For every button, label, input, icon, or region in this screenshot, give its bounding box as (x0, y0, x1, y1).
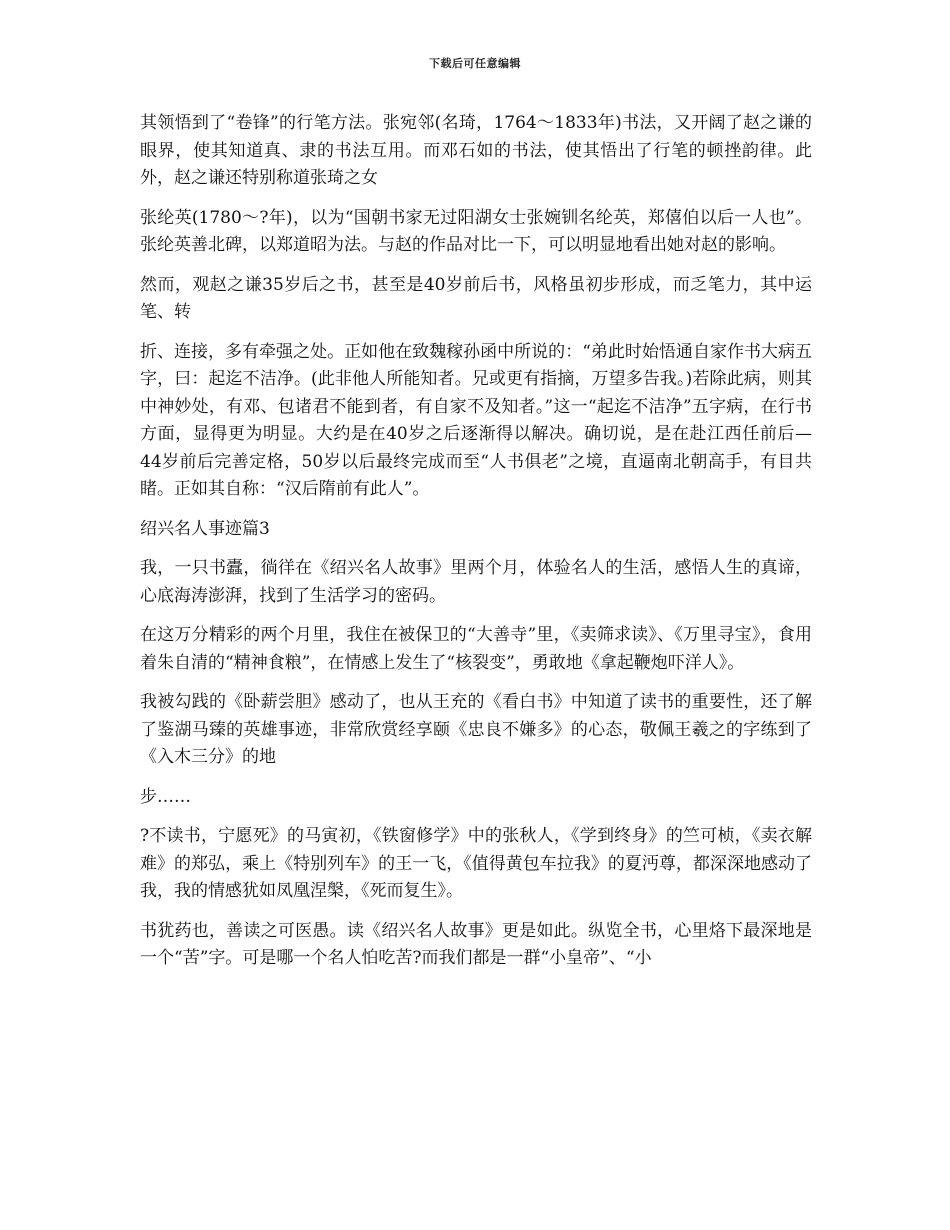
paragraph: 折、连接，多有牵强之处。正如他在致魏稼孙函中所说的：“弟此时始悟通自家作书大病五字，曰：起迄不洁净。(此非他人所能知者。兄或更有指摘，万望多告我。)若除此病，则其中神妙处，有邓、包诸君不能到者，有自家不及知者。”这一“起迄不洁净”五字病，在行书方面，显得更为明显。大约是在40岁之后逐渐得以解决。确切说，是在赴江西任前后—44岁前后完善定格，50岁以后最终完成而至“人书俱老”之境，直逼南北朝高手，有目共睹。正如其自称：“汉后隋前有此人”。 (140, 341, 812, 499)
paragraph: 我被勾践的《卧薪尝胆》感动了，也从王充的《看白书》中知道了读书的重要性，还了解了鉴湖马臻的英雄事迹，非常欣赏经享颐《忠良不嫌多》的心态，敬佩王羲之的字练到了《入木三分》的地 (140, 692, 812, 767)
document-body (140, 110, 812, 985)
paragraph: 在这万分精彩的两个月里，我住在被保卫的“大善寺”里，《卖筛求读》、《万里寻宝》，食用着朱自清的“精神食粮”，在情感上发生了“核裂变”，勇敢地《拿起鞭炮吓洋人》。 (140, 625, 812, 673)
paragraph: 其领悟到了“卷锋”的行笔方法。张宛邻(名琦，1764～1833年)书法，又开阔了赵之谦的眼界，使其知道真、隶的书法互用。而邓石如的书法，使其悟出了行笔的顿挫韵律。此外，赵之谦还特别称道张琦之女 (140, 113, 812, 188)
paragraph: 我，一只书蠹，徜徉在《绍兴名人故事》里两个月，体验名人的生活，感悟人生的真谛，心底海涛澎湃，找到了生活学习的密码。 (140, 558, 812, 606)
paragraph: 步…… (140, 786, 191, 807)
page-header: 下载后可任意编辑 (429, 57, 521, 70)
paragraph: 书犹药也，善读之可医愚。读《绍兴名人故事》更是如此。纵览全书，心里烙下最深地是一个“苦”字。可是哪一个名人怕吃苦?而我们都是一群“小皇帝”、“小 (140, 920, 812, 968)
paragraph: ?不读书，宁愿死》的马寅初，《铁窗修学》中的张秋人，《学到终身》的竺可桢，《卖衣解难》的郑弘，乘上《特别列车》的王一飞，《值得黄包车拉我》的夏沔尊，都深深地感动了我，我的情感犹如凤凰涅槃，《死而复生》。 (140, 826, 812, 901)
paragraph: 然而，观赵之谦35岁后之书，甚至是40岁前后书，风格虽初步形成，而乏笔力，其中运笔、转 (140, 274, 812, 322)
paragraph: 张纶英(1780～?年)，以为“国朝书家无过阳湖女士张婉钏名纶英，郑僖伯以后一人也”。张纶英善北碑，以郑道昭为法。与赵的作品对比一下，可以明显地看出她对赵的影响。 (140, 207, 812, 255)
section-heading: 绍兴名人事迹篇3 (140, 518, 270, 539)
